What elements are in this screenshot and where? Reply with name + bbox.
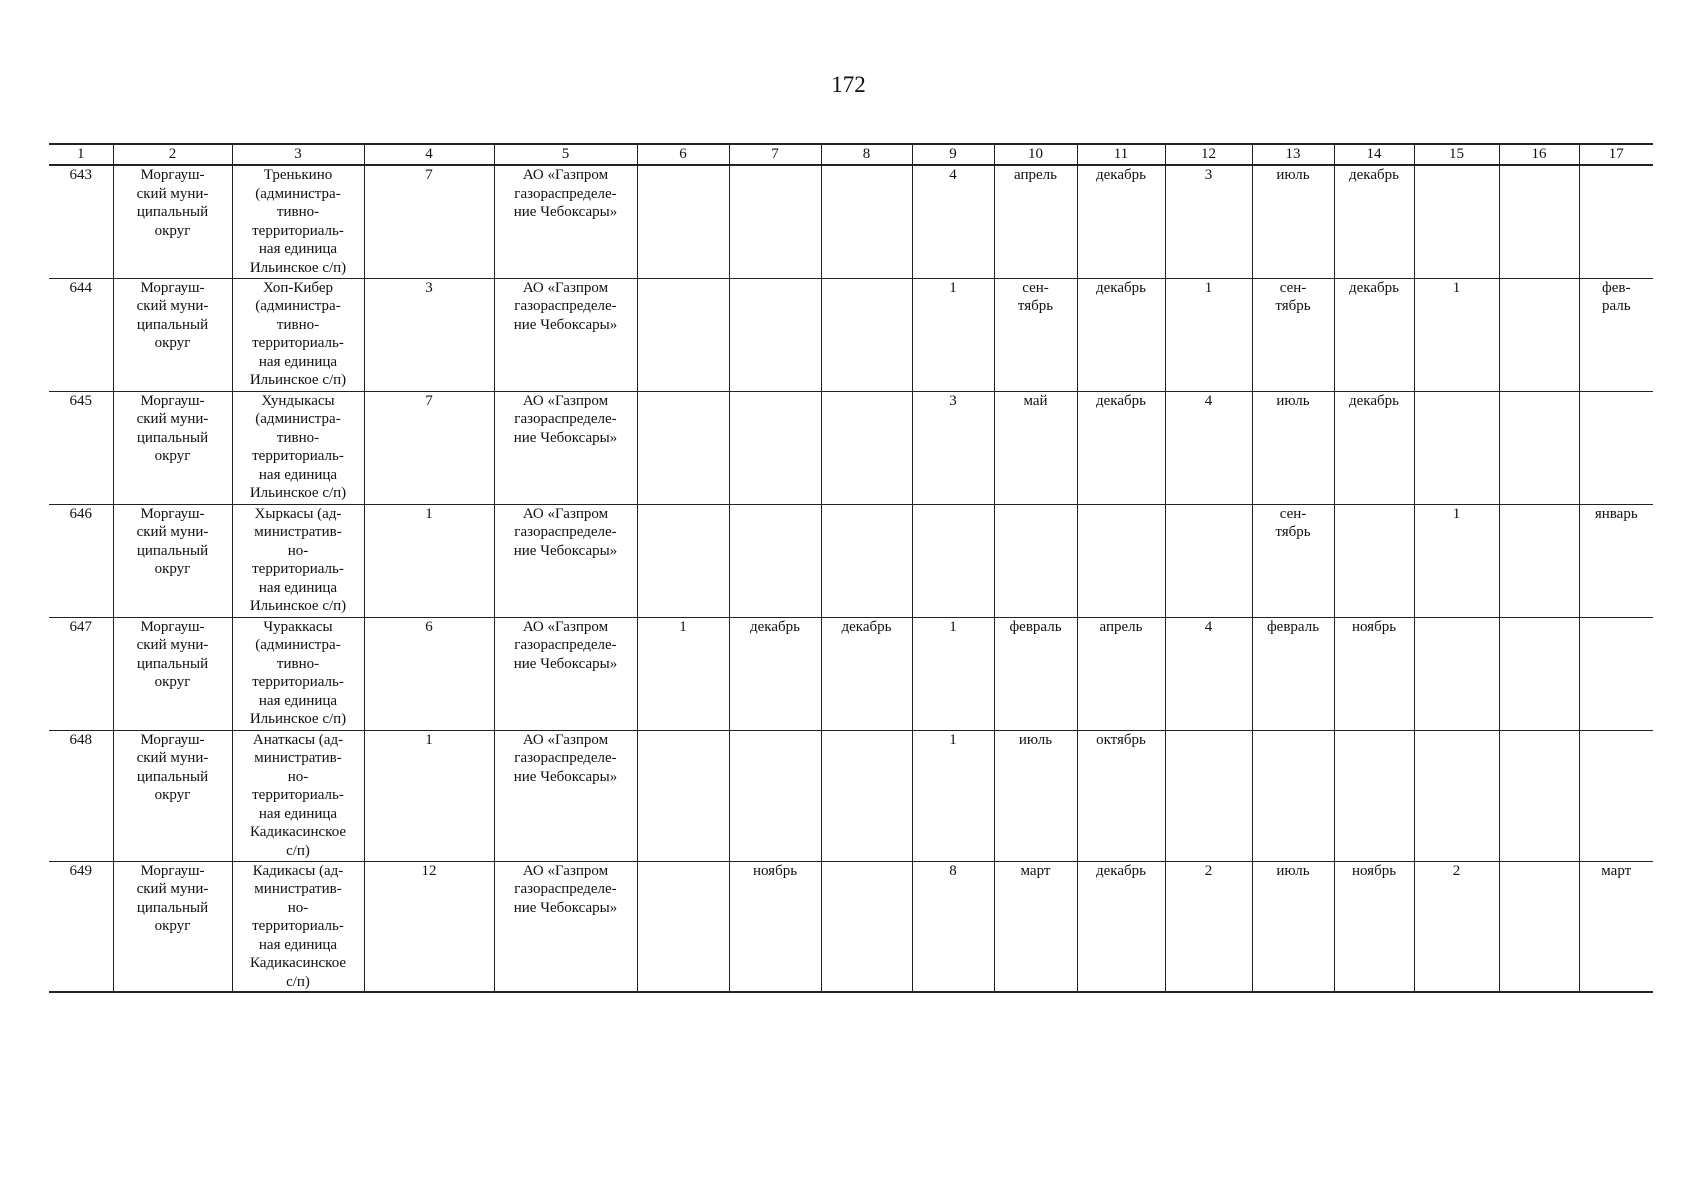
column-header-11: 11: [1077, 144, 1165, 165]
column-header-5: 5: [494, 144, 637, 165]
table-cell-col-17: март: [1579, 861, 1653, 992]
table-cell-col-10: июль: [994, 730, 1077, 861]
table-cell-col-15: [1414, 391, 1499, 504]
table-row: [49, 504, 1653, 617]
table-cell-col-14: декабрь: [1334, 165, 1414, 278]
column-number-header-row: [49, 144, 1653, 165]
table-cell-col-1: 646: [49, 504, 113, 617]
table-cell-col-14: декабрь: [1334, 391, 1414, 504]
table-cell-col-2: Моргауш- ский муни- ципальный округ: [113, 504, 232, 617]
table-cell-col-1: 649: [49, 861, 113, 992]
table-cell-col-12: 4: [1165, 617, 1252, 730]
table-row: [49, 391, 1653, 504]
table-cell-col-5: АО «Газпром газораспределе- ние Чебоксары»: [494, 504, 637, 617]
table-cell-col-7: декабрь: [729, 617, 821, 730]
table-cell-col-2: Моргауш- ский муни- ципальный округ: [113, 278, 232, 391]
column-header-12: 12: [1165, 144, 1252, 165]
column-header-15: 15: [1414, 144, 1499, 165]
column-header-13: 13: [1252, 144, 1334, 165]
table-cell-col-5: АО «Газпром газораспределе- ние Чебоксары»: [494, 861, 637, 992]
table-cell-col-2: Моргауш- ский муни- ципальный округ: [113, 861, 232, 992]
table-cell-col-3: Кадикасы (ад- министратив- но- территориаль- ная единица Кадикасинское с/п): [232, 861, 364, 992]
table-cell-col-5: АО «Газпром газораспределе- ние Чебоксары»: [494, 730, 637, 861]
column-header-3: 3: [232, 144, 364, 165]
table-cell-col-12: 2: [1165, 861, 1252, 992]
table-row: [49, 861, 1653, 992]
table-cell-col-10: апрель: [994, 165, 1077, 278]
table-cell-col-1: 645: [49, 391, 113, 504]
table-cell-col-7: [729, 504, 821, 617]
table-cell-col-12: 4: [1165, 391, 1252, 504]
table-cell-col-12: [1165, 730, 1252, 861]
table-cell-col-7: [729, 278, 821, 391]
table-cell-col-14: ноябрь: [1334, 861, 1414, 992]
table-cell-col-4: 7: [364, 165, 494, 278]
table-cell-col-9: 1: [912, 617, 994, 730]
table-cell-col-16: [1499, 278, 1579, 391]
table-cell-col-13: июль: [1252, 165, 1334, 278]
table-cell-col-13: сен- тябрь: [1252, 278, 1334, 391]
table-cell-col-3: Анаткасы (ад- министратив- но- территориаль- ная единица Кадикасинское с/п): [232, 730, 364, 861]
table-cell-col-6: [637, 730, 729, 861]
column-header-17: 17: [1579, 144, 1653, 165]
table-cell-col-12: 1: [1165, 278, 1252, 391]
table-cell-col-3: Чураккасы (администра- тивно- территориаль- ная единица Ильинское с/п): [232, 617, 364, 730]
table-cell-col-4: 6: [364, 617, 494, 730]
table-cell-col-4: 12: [364, 861, 494, 992]
table-cell-col-9: 4: [912, 165, 994, 278]
table-row: [49, 617, 1653, 730]
table-cell-col-2: Моргауш- ский муни- ципальный округ: [113, 730, 232, 861]
table-cell-col-4: 1: [364, 504, 494, 617]
table-row: [49, 278, 1653, 391]
table-cell-col-11: декабрь: [1077, 391, 1165, 504]
gasification-schedule-table: [49, 143, 1653, 993]
table-cell-col-14: [1334, 730, 1414, 861]
table-cell-col-11: декабрь: [1077, 278, 1165, 391]
table-cell-col-13: июль: [1252, 391, 1334, 504]
table-cell-col-5: АО «Газпром газораспределе- ние Чебоксары»: [494, 617, 637, 730]
table-cell-col-14: [1334, 504, 1414, 617]
table-cell-col-10: май: [994, 391, 1077, 504]
table-cell-col-8: [821, 165, 912, 278]
table-cell-col-16: [1499, 165, 1579, 278]
column-header-14: 14: [1334, 144, 1414, 165]
column-header-16: 16: [1499, 144, 1579, 165]
column-header-9: 9: [912, 144, 994, 165]
table-cell-col-6: [637, 861, 729, 992]
table-cell-col-16: [1499, 861, 1579, 992]
table-cell-col-17: [1579, 730, 1653, 861]
table-cell-col-16: [1499, 504, 1579, 617]
table-cell-col-8: [821, 730, 912, 861]
table-cell-col-9: [912, 504, 994, 617]
table-cell-col-10: февраль: [994, 617, 1077, 730]
table-cell-col-17: [1579, 165, 1653, 278]
column-header-6: 6: [637, 144, 729, 165]
table-cell-col-16: [1499, 730, 1579, 861]
table-cell-col-7: [729, 391, 821, 504]
table-cell-col-16: [1499, 391, 1579, 504]
table-row: [49, 165, 1653, 278]
table-cell-col-12: 3: [1165, 165, 1252, 278]
table-cell-col-6: [637, 504, 729, 617]
table-cell-col-15: [1414, 165, 1499, 278]
table-cell-col-14: декабрь: [1334, 278, 1414, 391]
table-cell-col-8: декабрь: [821, 617, 912, 730]
table-cell-col-10: сен- тябрь: [994, 278, 1077, 391]
table-cell-col-10: [994, 504, 1077, 617]
table-cell-col-16: [1499, 617, 1579, 730]
table-cell-col-1: 647: [49, 617, 113, 730]
table-cell-col-5: АО «Газпром газораспределе- ние Чебоксары»: [494, 165, 637, 278]
table-cell-col-8: [821, 504, 912, 617]
table-cell-col-9: 1: [912, 730, 994, 861]
table-cell-col-6: 1: [637, 617, 729, 730]
table-cell-col-13: [1252, 730, 1334, 861]
table-cell-col-17: [1579, 617, 1653, 730]
table-cell-col-3: Хундыкасы (администра- тивно- территориаль- ная единица Ильинское с/п): [232, 391, 364, 504]
table-cell-col-6: [637, 165, 729, 278]
table-cell-col-11: [1077, 504, 1165, 617]
table-cell-col-9: 1: [912, 278, 994, 391]
column-header-7: 7: [729, 144, 821, 165]
table-cell-col-15: 1: [1414, 278, 1499, 391]
table-cell-col-8: [821, 391, 912, 504]
table-cell-col-7: [729, 730, 821, 861]
table-cell-col-6: [637, 391, 729, 504]
table-cell-col-5: АО «Газпром газораспределе- ние Чебоксары»: [494, 391, 637, 504]
table-cell-col-1: 644: [49, 278, 113, 391]
table-cell-col-17: фев- раль: [1579, 278, 1653, 391]
column-header-10: 10: [994, 144, 1077, 165]
table-cell-col-3: Тренькино (администра- тивно- территориаль- ная единица Ильинское с/п): [232, 165, 364, 278]
table-cell-col-13: июль: [1252, 861, 1334, 992]
table-cell-col-4: 1: [364, 730, 494, 861]
table-cell-col-15: [1414, 730, 1499, 861]
table-cell-col-4: 3: [364, 278, 494, 391]
table-cell-col-11: апрель: [1077, 617, 1165, 730]
column-header-1: 1: [49, 144, 113, 165]
table-cell-col-17: [1579, 391, 1653, 504]
table-cell-col-7: [729, 165, 821, 278]
table-cell-col-11: декабрь: [1077, 165, 1165, 278]
table-cell-col-2: Моргауш- ский муни- ципальный округ: [113, 617, 232, 730]
table-cell-col-2: Моргауш- ский муни- ципальный округ: [113, 165, 232, 278]
table-cell-col-9: 8: [912, 861, 994, 992]
table-cell-col-14: ноябрь: [1334, 617, 1414, 730]
page-number: 172: [831, 72, 866, 97]
table-cell-col-5: АО «Газпром газораспределе- ние Чебоксары»: [494, 278, 637, 391]
table-cell-col-15: [1414, 617, 1499, 730]
table-cell-col-1: 643: [49, 165, 113, 278]
table-cell-col-13: февраль: [1252, 617, 1334, 730]
table-cell-col-3: Хоп-Кибер (администра- тивно- территориаль- ная единица Ильинское с/п): [232, 278, 364, 391]
table-cell-col-13: сен- тябрь: [1252, 504, 1334, 617]
table-cell-col-8: [821, 861, 912, 992]
table-cell-col-11: октябрь: [1077, 730, 1165, 861]
table-cell-col-1: 648: [49, 730, 113, 861]
table-cell-col-15: 1: [1414, 504, 1499, 617]
table-row: [49, 730, 1653, 861]
table-cell-col-6: [637, 278, 729, 391]
table-cell-col-17: январь: [1579, 504, 1653, 617]
table-cell-col-7: ноябрь: [729, 861, 821, 992]
table-cell-col-3: Хыркасы (ад- министратив- но- территориаль- ная единица Ильинское с/п): [232, 504, 364, 617]
column-header-4: 4: [364, 144, 494, 165]
column-header-2: 2: [113, 144, 232, 165]
table-cell-col-11: декабрь: [1077, 861, 1165, 992]
table-cell-col-15: 2: [1414, 861, 1499, 992]
table-cell-col-4: 7: [364, 391, 494, 504]
column-header-8: 8: [821, 144, 912, 165]
table-cell-col-10: март: [994, 861, 1077, 992]
table-cell-col-2: Моргауш- ский муни- ципальный округ: [113, 391, 232, 504]
table-cell-col-12: [1165, 504, 1252, 617]
table-cell-col-9: 3: [912, 391, 994, 504]
table-cell-col-8: [821, 278, 912, 391]
